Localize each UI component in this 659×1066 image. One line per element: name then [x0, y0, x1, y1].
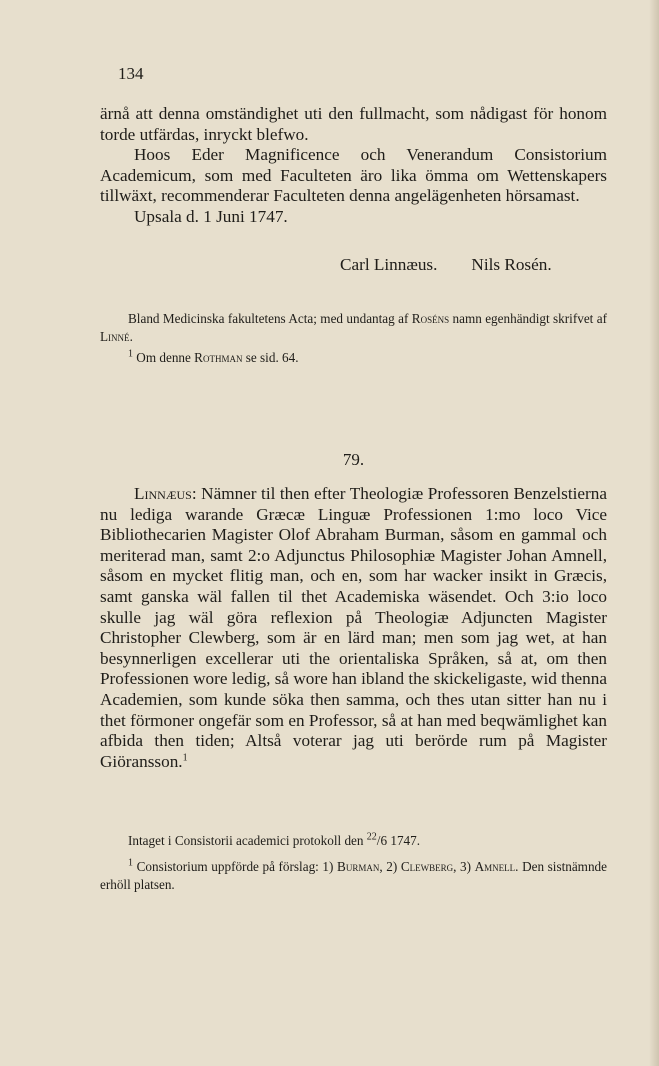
- name-clewberg: Clewberg: [400, 859, 454, 874]
- letter-paragraph: Hoos Eder Magnificence och Venerandum Consistorium Academicum, som med Faculteten äro lika ömma om Wettenskapers tillwäxt, recommenderar Faculteten denna angelägenheten hörsamast.: [100, 145, 607, 206]
- speaker-name: Linnæus: [134, 484, 192, 503]
- name-amnell: Amnell: [474, 859, 516, 874]
- footnote-2: $^1$ Consistorium uppförde på förslag: 1) Burman, 2) Clewberg, 3) Amnell. Den sistnämnde erhöll platsen.: [100, 857, 607, 892]
- editorial-note-2: Intaget i Consistorii academici protokoll den $^{22}$/6 1747.: [128, 831, 421, 848]
- signature-linnaeus: Carl Linnæus.: [340, 255, 438, 274]
- letter-date-line: Upsala d. 1 Juni 1747.: [134, 206, 288, 226]
- signature-rosen: Nils Rosén.: [471, 255, 552, 274]
- page-edge: [649, 0, 659, 1066]
- name-linne: Linné: [100, 329, 130, 344]
- letter-text: [100, 104, 607, 228]
- name-burman: Burman: [337, 859, 380, 874]
- footnote-1: $^1$ Om denne Rothman se sid. 64.: [128, 348, 299, 365]
- page-number: 134: [118, 64, 144, 83]
- name-rosen: Roséns: [411, 311, 450, 326]
- section-number: 79.: [342, 450, 365, 469]
- letter-continuation: ärnå att denna omständighet uti den fullmacht, som nådigast för honom torde utfärdas, inryckt blefwo.: [100, 104, 607, 144]
- footnote-marker: 1: [182, 751, 188, 763]
- editorial-note-1: Bland Medicinska fakultetens Acta; med undantag af Roséns namn egenhändigt skrifvet af Linné.: [100, 311, 607, 344]
- footnote-marker: 1: [128, 857, 133, 869]
- section-text: Nämner til then efter Theologiæ Professoren Benzelstierna nu lediga warande Græcæ Linguæ Professionen 1:mo loco Vice Bibliothecarien Magister Olof Abraham Burman, såsom en gammal och meriterad man, samt 2:o Adjunctus Philosophiæ Magister Johan Amnell, såsom en mycket flitig man, och en, som har wacker insikt in Græcis, samt ganska wäl fallen til thet Academiska wäsendet. Och 3:io loco skulle jag wäl göra reflexion på Theologiæ Adjuncten Magister Christopher Clewberg, som är en lärd man; men som jag wet, at han besynnerligen excellerar uti the orientaliska Språken, så at, om then Professionen wore ledig, så wore han ibland the skickeligaste, wid thenna Academien, som kunde söka then samma, och thes utan sitter han nu i thet förmoner ongefär som en Professor, så at han med beqwämlighet kan afbida then tiden; Altså voterar jag uti berörde rum på Magister Giöransson.: [100, 484, 607, 771]
- signatures: [340, 255, 552, 275]
- section-body: Linnæus: Nämner til then efter Theologiæ Professoren Benzelstierna nu lediga warande Græcæ Linguæ Professionen 1:mo loco Vice Bibliothecarien Magister Olof Abraham Burman, såsom en gammal och meriterad man, samt 2:o Adjunctus Philosophiæ Magister Johan Amnell, såsom en mycket flitig man, och en, som har wacker insikt in Græcis, samt ganska wäl fallen til thet Academiska wäsendet. Och 3:io loco skulle jag wäl göra reflexion på Theologiæ Adjuncten Magister Christopher Clewberg, som är en lärd man; men som jag wet, at han besynnerligen excellerar uti the orientaliska Språken, så at, om then Professionen wore ledig, så wore han ibland the skickeligaste, wid thenna Academien, som kunde söka then samma, och thes utan sitter han nu i thet förmoner ongefär som en Professor, så at han med beqwämlighet kan afbida then tiden; Altså voterar jag uti berörde rum på Magister Giöransson.$^1$: [100, 484, 607, 771]
- footnote-marker: 1: [128, 348, 133, 360]
- name-rothman: Rothman: [194, 350, 243, 365]
